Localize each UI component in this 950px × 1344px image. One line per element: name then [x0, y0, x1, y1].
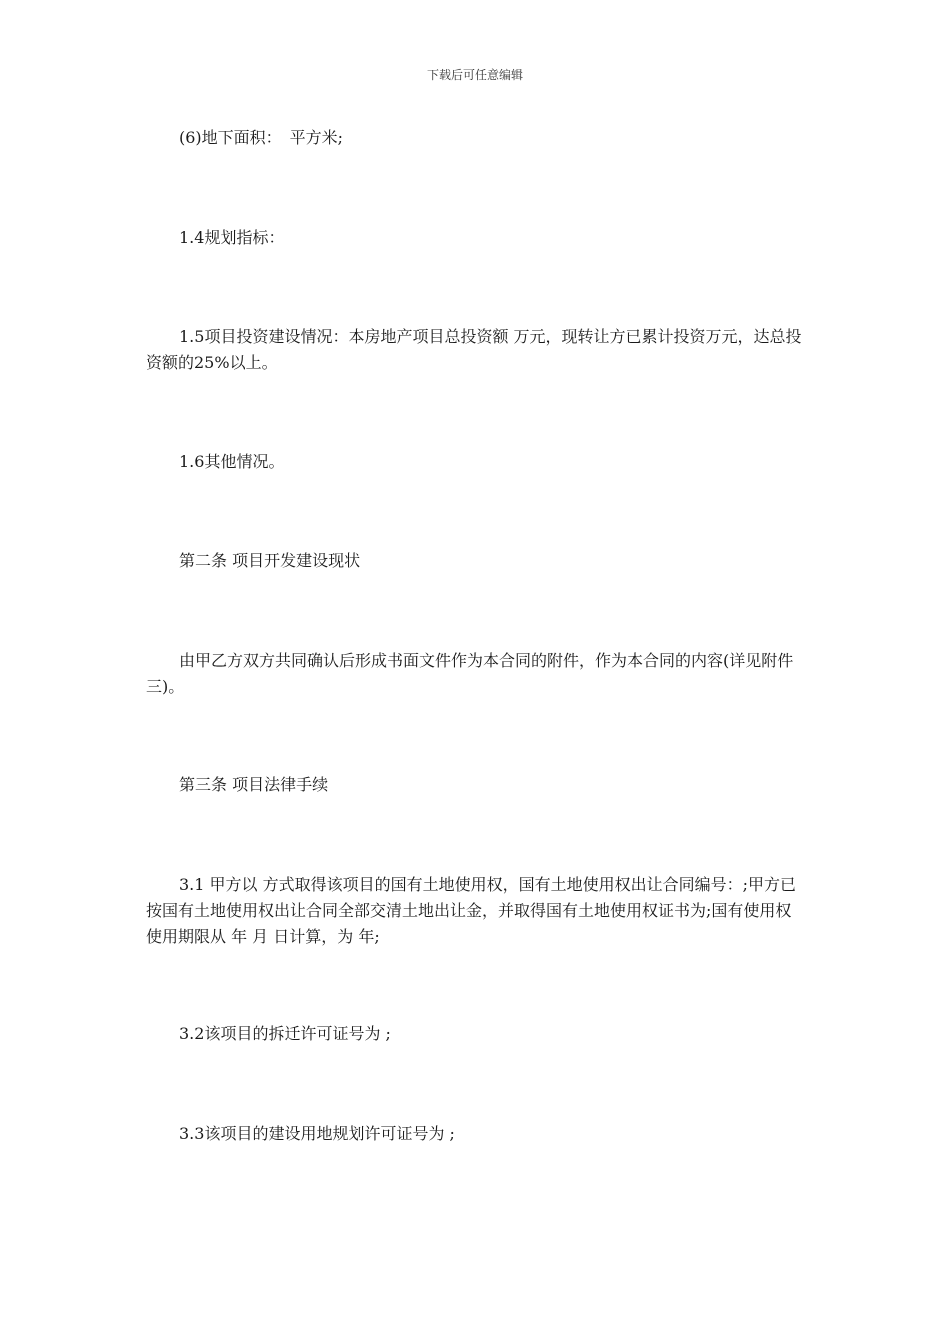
article-three-heading: 第三条 项目法律手续: [179, 775, 329, 794]
paragraph-demolition-permit: 3.2该项目的拆迁许可证号为 ;: [179, 1024, 391, 1043]
paragraph-investment-status: 1.5项目投资建设情况：本房地产项目总投资额 万元，现转让方已累计投资万元，达总投资额的25%以上。: [146, 327, 802, 372]
paragraph-land-use-rights: 3.1 甲方以 方式取得该项目的国有土地使用权，国有土地使用权出让合同编号：;甲方已按国有土地使用权出让合同全部交清土地出让金，并取得国有土地使用权证书为;国有使用权使用期限从 年 月 日计算，为 年;: [146, 875, 797, 946]
paragraph-other-status: 1.6其他情况。: [179, 452, 285, 471]
article-two-heading: 第二条 项目开发建设现状: [179, 551, 361, 570]
page-header-note: 下载后可任意编辑: [426, 68, 523, 82]
paragraph-underground-area: (6)地下面积： 平方米;: [179, 128, 344, 147]
paragraph-planning-indicators: 1.4规划指标：: [179, 228, 285, 247]
paragraph-annex-three: 由甲乙方双方共同确认后形成书面文件作为本合同的附件，作为本合同的内容(详见附件三)。: [146, 651, 794, 696]
paragraph-planning-permit: 3.3该项目的建设用地规划许可证号为 ;: [179, 1124, 455, 1143]
